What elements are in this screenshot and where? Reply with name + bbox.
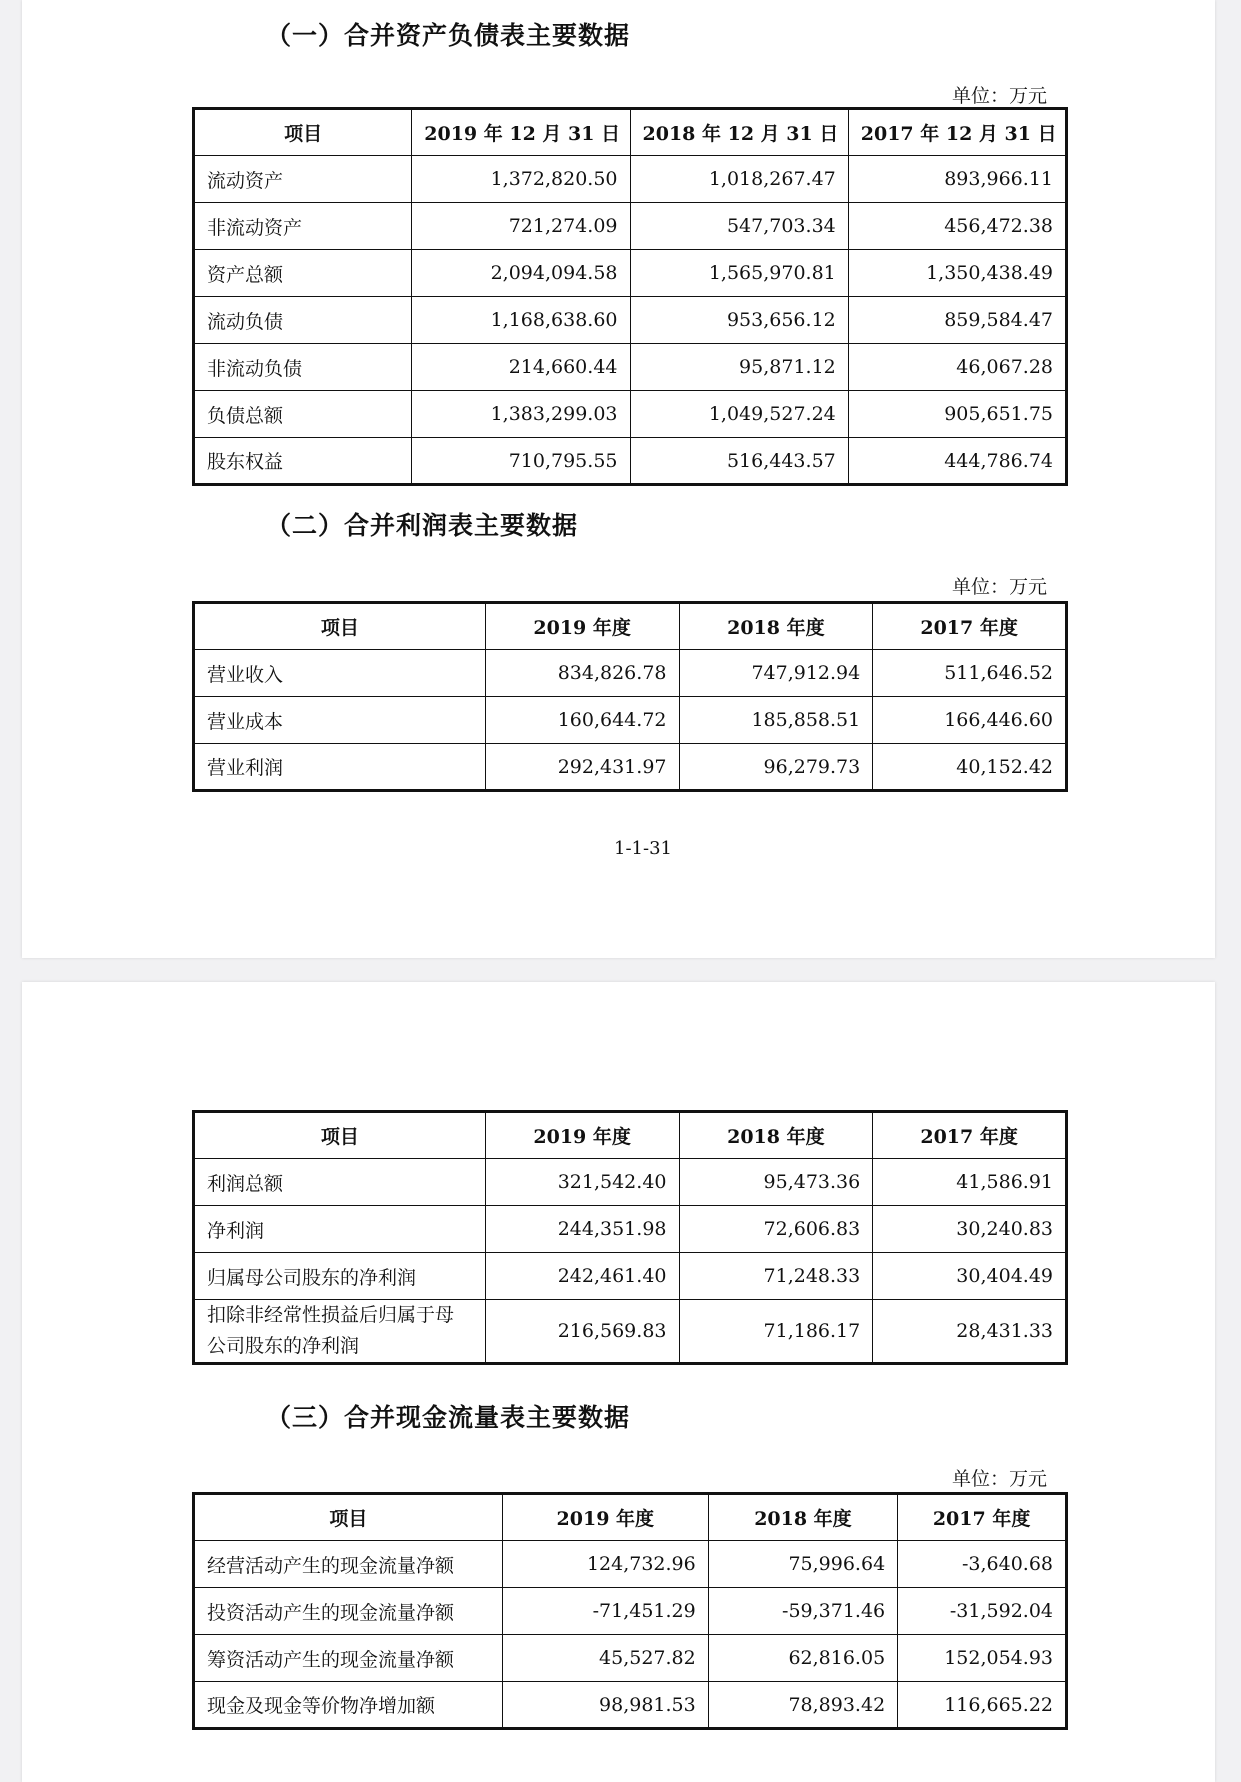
table-cell: 953,656.12 [630, 297, 848, 344]
column-header: 2018 年度 [679, 603, 873, 650]
table-header-row [194, 603, 1067, 650]
table-row [194, 1253, 1067, 1300]
row-label: 投资活动产生的现金流量净额 [194, 1588, 503, 1635]
table-cell: 1,350,438.49 [848, 250, 1066, 297]
table-cell: 46,067.28 [848, 344, 1066, 391]
table-row [194, 1300, 1067, 1364]
table-cell: 75,996.64 [708, 1541, 897, 1588]
table-cell: 30,404.49 [873, 1253, 1067, 1300]
table-row [194, 391, 1067, 438]
row-label: 营业收入 [194, 650, 486, 697]
document-page-2 [22, 982, 1215, 1782]
cash-flow-heading: （三）合并现金流量表主要数据 [266, 1403, 631, 1432]
table-header-row [194, 1494, 1067, 1541]
column-header: 2019 年 12 月 31 日 [412, 109, 630, 156]
table-cell: 242,461.40 [485, 1253, 679, 1300]
row-label: 资产总额 [194, 250, 412, 297]
table-row [194, 344, 1067, 391]
table-cell: 547,703.34 [630, 203, 848, 250]
column-header: 项目 [194, 109, 412, 156]
row-label: 负债总额 [194, 391, 412, 438]
table-cell: 1,168,638.60 [412, 297, 630, 344]
column-header: 2018 年度 [708, 1494, 897, 1541]
table-cell: 1,018,267.47 [630, 156, 848, 203]
table-row [194, 1159, 1067, 1206]
row-label: 流动负债 [194, 297, 412, 344]
income-statement-table [192, 601, 1068, 792]
table-row [194, 697, 1067, 744]
income-statement-continued-table [192, 1110, 1068, 1365]
table-cell: 1,049,527.24 [630, 391, 848, 438]
table-row [194, 438, 1067, 485]
table-cell: 185,858.51 [679, 697, 873, 744]
table-cell: -31,592.04 [898, 1588, 1067, 1635]
table-cell: 1,383,299.03 [412, 391, 630, 438]
table-row [194, 156, 1067, 203]
table-header-row [194, 109, 1067, 156]
row-label: 流动资产 [194, 156, 412, 203]
table-cell: 71,248.33 [679, 1253, 873, 1300]
balance-sheet-table [192, 107, 1068, 486]
table-cell: 95,871.12 [630, 344, 848, 391]
column-header: 2018 年 12 月 31 日 [630, 109, 848, 156]
table-cell: 456,472.38 [848, 203, 1066, 250]
table-cell: 124,732.96 [502, 1541, 708, 1588]
row-label: 营业成本 [194, 697, 486, 744]
table-cell: 95,473.36 [679, 1159, 873, 1206]
column-header: 项目 [194, 1112, 486, 1159]
table-cell: 62,816.05 [708, 1635, 897, 1682]
column-header: 项目 [194, 603, 486, 650]
table-cell: 214,660.44 [412, 344, 630, 391]
table-cell: 244,351.98 [485, 1206, 679, 1253]
table-cell: 96,279.73 [679, 744, 873, 791]
row-label: 非流动负债 [194, 344, 412, 391]
table-cell: 834,826.78 [485, 650, 679, 697]
table-cell: 710,795.55 [412, 438, 630, 485]
table-cell: 166,446.60 [873, 697, 1067, 744]
table-row [194, 1682, 1067, 1729]
table-row [194, 1588, 1067, 1635]
document-page-1 [22, 0, 1215, 958]
table-cell: 30,240.83 [873, 1206, 1067, 1253]
table-cell: 98,981.53 [502, 1682, 708, 1729]
balance-sheet-unit: 单位：万元 [952, 85, 1048, 107]
table-cell: 516,443.57 [630, 438, 848, 485]
row-label: 非流动资产 [194, 203, 412, 250]
income-statement-unit: 单位：万元 [952, 576, 1048, 598]
column-header: 2019 年度 [485, 1112, 679, 1159]
column-header: 2017 年度 [873, 603, 1067, 650]
table-cell: 1,565,970.81 [630, 250, 848, 297]
table-cell: 747,912.94 [679, 650, 873, 697]
table-row [194, 297, 1067, 344]
table-cell: 216,569.83 [485, 1300, 679, 1364]
income-statement-heading: （二）合并利润表主要数据 [266, 511, 579, 540]
table-cell: 721,274.09 [412, 203, 630, 250]
row-label: 营业利润 [194, 744, 486, 791]
table-cell: -3,640.68 [898, 1541, 1067, 1588]
column-header: 2019 年度 [502, 1494, 708, 1541]
table-cell: 1,372,820.50 [412, 156, 630, 203]
table-row [194, 1635, 1067, 1682]
table-cell: 893,966.11 [848, 156, 1066, 203]
table-cell: 2,094,094.58 [412, 250, 630, 297]
row-label: 扣除非经常性损益后归属于母公司股东的净利润 [194, 1300, 486, 1364]
table-cell: 152,054.93 [898, 1635, 1067, 1682]
table-cell: 40,152.42 [873, 744, 1067, 791]
table-row [194, 650, 1067, 697]
table-cell: 444,786.74 [848, 438, 1066, 485]
table-cell: 160,644.72 [485, 697, 679, 744]
table-cell: 905,651.75 [848, 391, 1066, 438]
column-header: 2019 年度 [485, 603, 679, 650]
cash-flow-table [192, 1492, 1068, 1730]
table-cell: 45,527.82 [502, 1635, 708, 1682]
table-row [194, 250, 1067, 297]
row-label: 筹资活动产生的现金流量净额 [194, 1635, 503, 1682]
table-cell: 511,646.52 [873, 650, 1067, 697]
column-header: 2017 年度 [898, 1494, 1067, 1541]
column-header: 2018 年度 [679, 1112, 873, 1159]
row-label: 现金及现金等价物净增加额 [194, 1682, 503, 1729]
table-cell: 292,431.97 [485, 744, 679, 791]
column-header: 2017 年度 [873, 1112, 1067, 1159]
table-cell: 78,893.42 [708, 1682, 897, 1729]
table-header-row [194, 1112, 1067, 1159]
table-row [194, 744, 1067, 791]
row-label: 净利润 [194, 1206, 486, 1253]
table-cell: 71,186.17 [679, 1300, 873, 1364]
table-cell: 41,586.91 [873, 1159, 1067, 1206]
column-header: 2017 年 12 月 31 日 [848, 109, 1066, 156]
table-cell: 116,665.22 [898, 1682, 1067, 1729]
table-row [194, 1541, 1067, 1588]
table-cell: -71,451.29 [502, 1588, 708, 1635]
row-label: 股东权益 [194, 438, 412, 485]
table-cell: 72,606.83 [679, 1206, 873, 1253]
table-cell: 28,431.33 [873, 1300, 1067, 1364]
table-cell: 321,542.40 [485, 1159, 679, 1206]
row-label: 经营活动产生的现金流量净额 [194, 1541, 503, 1588]
row-label: 归属母公司股东的净利润 [194, 1253, 486, 1300]
row-label: 利润总额 [194, 1159, 486, 1206]
balance-sheet-heading: （一）合并资产负债表主要数据 [266, 21, 631, 50]
table-cell: -59,371.46 [708, 1588, 897, 1635]
table-row [194, 1206, 1067, 1253]
column-header: 项目 [194, 1494, 503, 1541]
cash-flow-unit: 单位：万元 [952, 1468, 1048, 1490]
table-cell: 859,584.47 [848, 297, 1066, 344]
table-row [194, 203, 1067, 250]
page-number: 1-1-31 [614, 838, 672, 859]
